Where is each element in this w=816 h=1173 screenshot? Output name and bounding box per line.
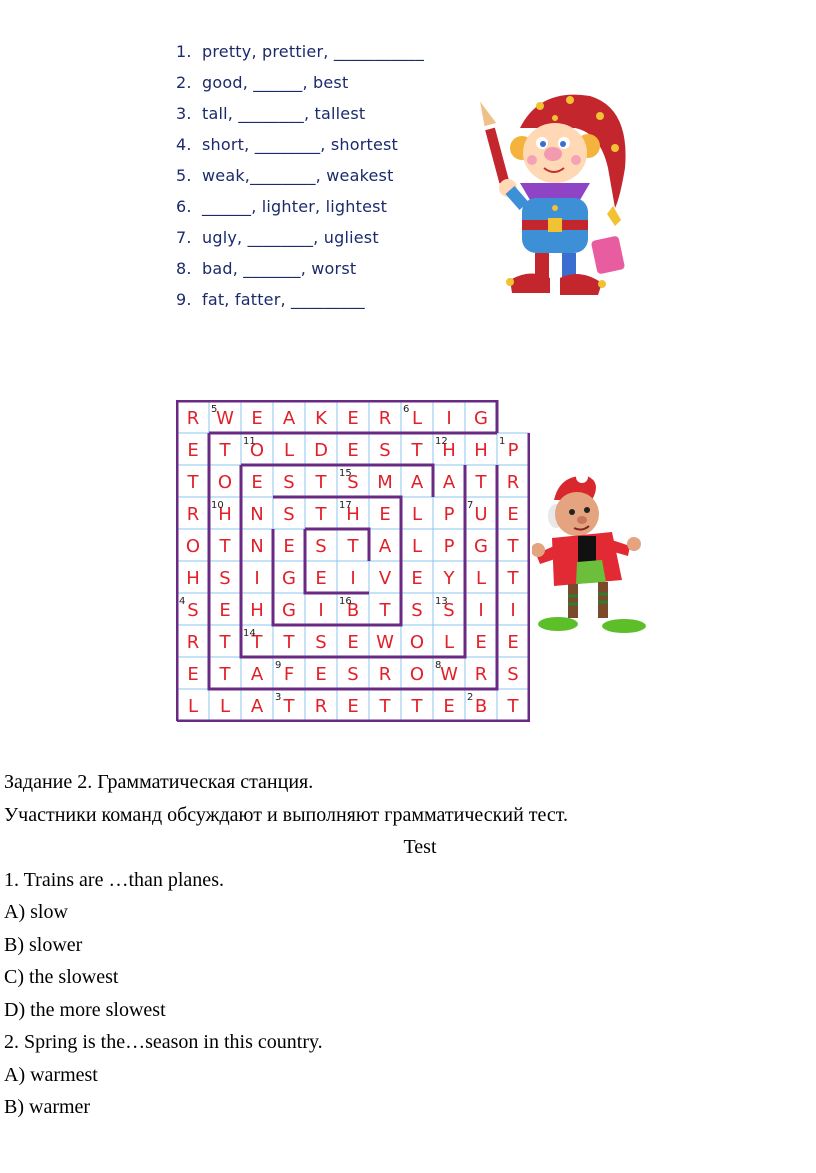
clue-number: 17 — [339, 500, 352, 511]
grid-letter: E — [315, 664, 327, 685]
q2-option-a: A) warmest — [4, 1063, 98, 1086]
clue-number: 14 — [243, 628, 256, 639]
grid-letter: H — [346, 504, 360, 525]
exercise-item: 8. bad, _______, worst — [176, 259, 357, 278]
grid-letter: T — [411, 696, 423, 717]
document-text — [0, 766, 816, 1124]
grid-letter: T — [219, 632, 231, 653]
grid-letter: A — [250, 664, 264, 685]
grid-letter: B — [474, 696, 488, 717]
clue-number: 5 — [211, 404, 218, 415]
gnome-with-pencil-illustration — [480, 88, 640, 310]
grid-letter: S — [347, 472, 359, 493]
exercise-item: 3. tall, ________, tallest — [176, 104, 366, 123]
grid-letter: S — [411, 600, 423, 621]
grid-letter: I — [318, 600, 324, 621]
grid-letter: L — [187, 696, 199, 717]
exercise-item: 1. pretty, prettier, ___________ — [176, 42, 425, 61]
grid-letter: H — [186, 568, 200, 589]
clue-number: 15 — [339, 468, 352, 479]
exercise-item: 4. short, ________, shortest — [176, 135, 399, 154]
grid-letter: G — [282, 600, 296, 621]
clue-number: 1 — [499, 436, 506, 447]
grid-letter: S — [443, 600, 455, 621]
grid-letter: O — [409, 632, 425, 653]
grid-letter: T — [347, 536, 359, 557]
grid-letter: E — [219, 600, 231, 621]
clue-number: 11 — [243, 436, 256, 447]
exercise-item: 2. good, ______, best — [176, 73, 349, 92]
grid-letter: P — [443, 536, 455, 557]
grid-letter: R — [186, 632, 200, 653]
q1-option-c: C) the slowest — [4, 966, 119, 988]
grid-letter: W — [440, 664, 458, 685]
question-1: 1. Trains are …than planes. — [4, 868, 224, 891]
grid-letter: W — [216, 408, 234, 429]
grid-letter: A — [410, 472, 424, 493]
grid-letter: T — [219, 440, 231, 461]
grid-letter: N — [250, 536, 264, 557]
grid-letter: T — [219, 536, 231, 557]
clue-number: 12 — [435, 436, 448, 447]
grid-letter: S — [315, 536, 327, 557]
grid-letter: O — [409, 664, 425, 685]
grid-letter: E — [315, 568, 327, 589]
grid-letter: T — [283, 632, 295, 653]
clue-number: 16 — [339, 596, 352, 607]
grid-letter: S — [379, 440, 391, 461]
grid-letter: L — [411, 536, 423, 557]
grid-letter: V — [378, 568, 392, 589]
grid-letter: S — [283, 504, 295, 525]
grid-letter: S — [187, 600, 199, 621]
grid-letter: T — [379, 696, 391, 717]
grid-letter: W — [376, 632, 394, 653]
grid-letter: E — [347, 632, 359, 653]
grid-letter: B — [346, 600, 360, 621]
grid-letter: I — [510, 600, 516, 621]
exercise-item: 6. ______, lighter, lightest — [176, 197, 388, 216]
grid-letter: S — [347, 664, 359, 685]
grid-letter: E — [347, 408, 359, 429]
q2-option-b: B) warmer — [4, 1096, 91, 1118]
grid-letter: L — [283, 440, 295, 461]
grid-letter: A — [378, 536, 392, 557]
grid-letter: T — [507, 696, 519, 717]
task-title: Задание 2. Грамматическая станция. — [4, 771, 314, 793]
exercise-item: 9. fat, fatter, _________ — [176, 290, 365, 309]
clue-number: 9 — [275, 660, 282, 671]
word-search-grid — [176, 400, 530, 722]
question-2: 2. Spring is the…season in this country. — [4, 1031, 323, 1053]
grid-letter: R — [378, 408, 392, 429]
grid-letter: I — [350, 568, 356, 589]
grid-letter: T — [283, 696, 295, 717]
grid-letter: P — [507, 440, 519, 461]
grid-letter: E — [507, 504, 519, 525]
grid-letter: R — [378, 664, 392, 685]
clue-number: 10 — [211, 500, 224, 511]
grid-letter: S — [283, 472, 295, 493]
grid-letter: T — [315, 472, 327, 493]
grid-letter: E — [187, 664, 199, 685]
clue-number: 2 — [467, 692, 474, 703]
grid-letter: T — [411, 440, 423, 461]
grid-letter: T — [507, 568, 519, 589]
grid-letter: L — [475, 568, 487, 589]
grid-letter: O — [185, 536, 201, 557]
clue-number: 3 — [275, 692, 282, 703]
elf-illustration — [532, 470, 654, 642]
grid-letter: E — [507, 632, 519, 653]
q1-option-d: D) the more slowest — [4, 998, 166, 1021]
grid-letter: G — [474, 408, 488, 429]
grid-letter: T — [379, 600, 391, 621]
grid-letter: Y — [443, 568, 455, 589]
grid-letter: E — [411, 568, 423, 589]
word-search-puzzle — [176, 400, 530, 722]
grid-letter: H — [442, 440, 456, 461]
grid-letter: K — [315, 408, 327, 429]
clue-number: 13 — [435, 596, 448, 607]
grid-letter: T — [219, 664, 231, 685]
grid-letter: O — [249, 440, 265, 461]
exercise-item: 5. weak,________, weakest — [176, 166, 394, 185]
grid-letter: E — [251, 408, 263, 429]
grid-letter: L — [411, 408, 423, 429]
grid-letter: I — [254, 568, 260, 589]
degrees-of-comparison-exercise — [176, 42, 486, 321]
grid-letter: R — [186, 408, 200, 429]
grid-letter: E — [283, 536, 295, 557]
grid-letter: O — [217, 472, 233, 493]
grid-letter: L — [411, 504, 423, 525]
grid-letter: M — [377, 472, 393, 493]
grid-letter: T — [187, 472, 199, 493]
clue-number: 4 — [179, 596, 186, 607]
clue-number: 6 — [403, 404, 410, 415]
grid-letter: S — [315, 632, 327, 653]
grid-letter: T — [315, 504, 327, 525]
grid-letter: I — [446, 408, 452, 429]
grid-letter: E — [379, 504, 391, 525]
grid-letter: I — [478, 600, 484, 621]
grid-letter: E — [347, 696, 359, 717]
grid-letter: A — [442, 472, 456, 493]
grid-letter: D — [314, 440, 328, 461]
grid-letter: T — [507, 536, 519, 557]
grid-letter: R — [474, 664, 488, 685]
grid-letter: H — [474, 440, 488, 461]
grid-letter: F — [283, 664, 295, 685]
grid-letter: E — [187, 440, 199, 461]
grid-letter: E — [347, 440, 359, 461]
grid-letter: R — [186, 504, 200, 525]
grid-letter: G — [282, 568, 296, 589]
clue-number: 7 — [467, 500, 474, 511]
grid-letter: H — [250, 600, 264, 621]
grid-letter: N — [250, 504, 264, 525]
grid-letter: A — [250, 696, 264, 717]
grid-letter: P — [443, 504, 455, 525]
grid-letter: R — [506, 472, 520, 493]
test-title: Test — [403, 836, 437, 858]
clue-number: 8 — [435, 660, 442, 671]
grid-letter: E — [443, 696, 455, 717]
grid-letter: L — [219, 696, 231, 717]
grid-letter: G — [474, 536, 488, 557]
grid-letter: T — [475, 472, 487, 493]
q1-option-a: A) slow — [4, 901, 68, 923]
grid-letter: S — [507, 664, 519, 685]
q1-option-b: B) slower — [4, 933, 83, 956]
grid-letter: U — [474, 504, 488, 525]
grid-letter: T — [251, 632, 263, 653]
grid-letter: L — [443, 632, 455, 653]
grid-letter: S — [219, 568, 231, 589]
grid-letter: E — [251, 472, 263, 493]
grid-letter: A — [282, 408, 296, 429]
grid-letter: R — [314, 696, 328, 717]
exercise-item: 7. ugly, ________, ugliest — [176, 228, 379, 247]
task-description: Участники команд обсуждают и выполняют грамматический тест. — [4, 803, 568, 826]
grid-letter: E — [475, 632, 487, 653]
grid-letter: H — [218, 504, 232, 525]
